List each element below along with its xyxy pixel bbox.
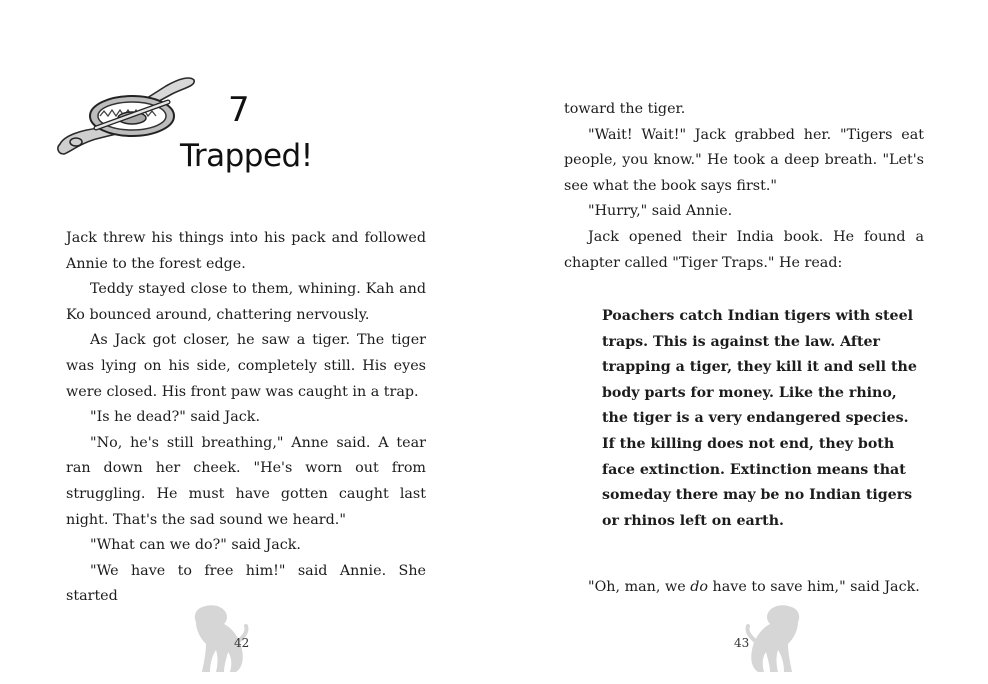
chapter-title: Trapped!	[180, 138, 313, 174]
excerpt-line: someday there may be no Indian tigers	[602, 487, 913, 504]
paragraph: "Wait! Wait!" Jack grabbed her. "Tigers eat people, you know." He took a deep breath. "Let's see what the book says first."	[564, 126, 924, 194]
paragraph: "What can we do?" said Jack.	[90, 537, 301, 554]
closing-paragraph	[588, 575, 920, 601]
chapter-number: 7	[228, 90, 251, 130]
excerpt-line: Poachers catch Indian tigers with steel	[602, 308, 913, 324]
paragraph: toward the tiger.	[564, 101, 686, 117]
paragraph: "Hurry," said Annie.	[588, 203, 733, 220]
excerpt-line: If the killing does not end, they both	[602, 435, 895, 452]
paragraph: As Jack got closer, he saw a tiger. The tiger was lying on his side, completely still. His eyes were closed. His front paw was caught in a trap.	[66, 332, 426, 400]
paragraph: "Is he dead?" said Jack.	[90, 409, 260, 426]
tiger-silhouette-icon	[744, 602, 806, 674]
excerpt-line: traps. This is against the law. After	[602, 333, 880, 350]
excerpt-line: face extinction. Extinction means that	[602, 461, 906, 478]
paragraph: Jack threw his things into his pack and followed Annie to the forest edge.	[66, 230, 426, 272]
closing-text-end: have to save him," said Jack.	[707, 579, 920, 596]
book-excerpt	[602, 304, 917, 534]
paragraph: Teddy stayed close to them, whining. Kah and Ko bounced around, chattering nervously.	[66, 281, 426, 323]
right-page	[494, 0, 988, 684]
closing-text-start: "Oh, man, we	[588, 579, 691, 596]
paragraph: "No, he's still breathing," Anne said. A tear ran down her cheek. "He's worn out from struggling. He must have gotten caught last night. That's the sad sound we heard."	[66, 434, 426, 528]
excerpt-line: body parts for money. Like the rhino,	[602, 384, 897, 401]
closing-emphasis: do	[690, 579, 708, 596]
page-number: 42	[234, 636, 250, 650]
steel-trap-illustration	[56, 72, 198, 164]
excerpt-line: trapping a tiger, they kill it and sell the	[602, 359, 917, 376]
left-page-text	[66, 226, 426, 610]
excerpt-line: or rhinos left on earth.	[602, 512, 784, 529]
paragraph: "We have to free him!" said Annie. She started	[66, 562, 426, 605]
page-number: 43	[734, 636, 750, 650]
right-page-text	[564, 97, 924, 276]
paragraph: Jack opened their India book. He found a chapter called "Tiger Traps." He read:	[564, 228, 924, 271]
excerpt-line: the tiger is a very endangered species.	[602, 410, 909, 427]
